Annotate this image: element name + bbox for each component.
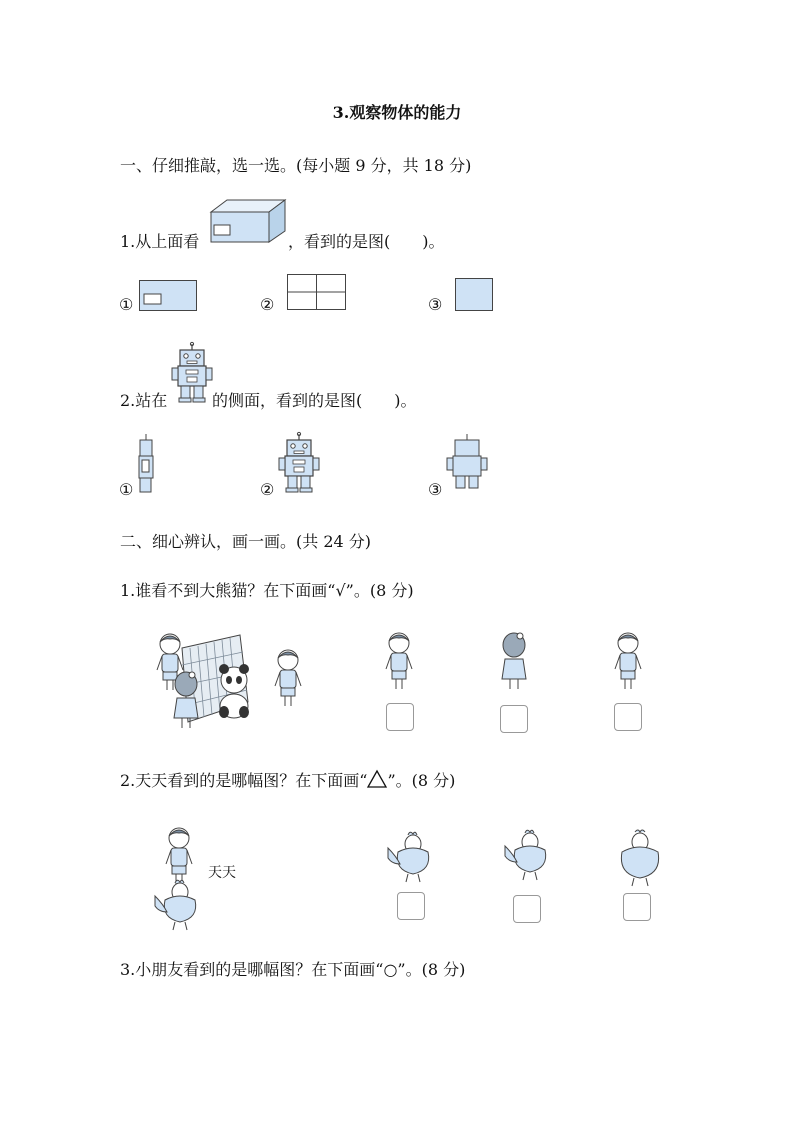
section2-heading: 二、细心辨认，画一画。(共 24 分) bbox=[120, 532, 372, 551]
q1-prefix: 1.从上面看 bbox=[120, 232, 200, 251]
s2-q2-suffix: ”。(8 分) bbox=[387, 771, 456, 790]
q2-option1-robot-side[interactable] bbox=[137, 434, 155, 496]
q2-option3-robot-back[interactable] bbox=[447, 434, 487, 494]
q2-suffix: 的侧面，看到的是图( )。 bbox=[212, 391, 417, 410]
q1-option2-figure[interactable] bbox=[287, 274, 347, 311]
robot-icon bbox=[172, 344, 212, 404]
s2-q1: 1.谁看不到大熊猫？在下面画“√”。(8 分) bbox=[120, 581, 414, 600]
tiantian-label: 天天 bbox=[208, 865, 236, 881]
triangle-icon bbox=[367, 770, 387, 788]
panda-scene bbox=[152, 630, 307, 730]
s2q1-option1-boy bbox=[385, 633, 415, 693]
q2-prefix: 2.站在 bbox=[120, 391, 168, 410]
s2q2-option2-rooster bbox=[505, 828, 555, 884]
tiantian-scene bbox=[155, 828, 210, 928]
s2q1-answer-box-1[interactable] bbox=[386, 703, 414, 731]
q1-option3-label: ③ bbox=[428, 295, 443, 314]
q2-option2-robot-front[interactable] bbox=[279, 434, 319, 494]
section1-heading: 一、仔细推敲，选一选。(每小题 9 分，共 18 分) bbox=[120, 156, 472, 175]
rooster-icon bbox=[388, 830, 438, 886]
s2q2-answer-box-2[interactable] bbox=[513, 895, 541, 923]
s2q1-option2-girl bbox=[500, 633, 530, 693]
q1-suffix: ，看到的是图( )。 bbox=[288, 232, 445, 251]
s2-q3: 3.小朋友看到的是哪幅图？在下面画“○”。(8 分) bbox=[120, 960, 466, 979]
s2q2-answer-box-3[interactable] bbox=[623, 893, 651, 921]
s2-q2-prefix: 2.天天看到的是哪幅图？在下面画“ bbox=[120, 771, 368, 790]
page-title: 3.观察物体的能力 bbox=[332, 103, 462, 122]
q1-option1-label: ① bbox=[119, 295, 134, 314]
q1-option1-figure[interactable] bbox=[139, 280, 197, 311]
q1-option2-label: ② bbox=[260, 295, 275, 314]
s2q1-answer-box-3[interactable] bbox=[614, 703, 642, 731]
s2q1-option3-boy bbox=[614, 633, 644, 693]
s2q2-option3-rooster-back bbox=[618, 828, 662, 888]
q2-option3-label: ③ bbox=[428, 480, 443, 499]
q2-option2-label: ② bbox=[260, 480, 275, 499]
box-icon bbox=[207, 199, 287, 244]
s2q2-answer-box-1[interactable] bbox=[397, 892, 425, 920]
s2q1-answer-box-2[interactable] bbox=[500, 705, 528, 733]
q2-option1-label: ① bbox=[119, 480, 134, 499]
q1-option3-figure[interactable] bbox=[455, 278, 493, 311]
